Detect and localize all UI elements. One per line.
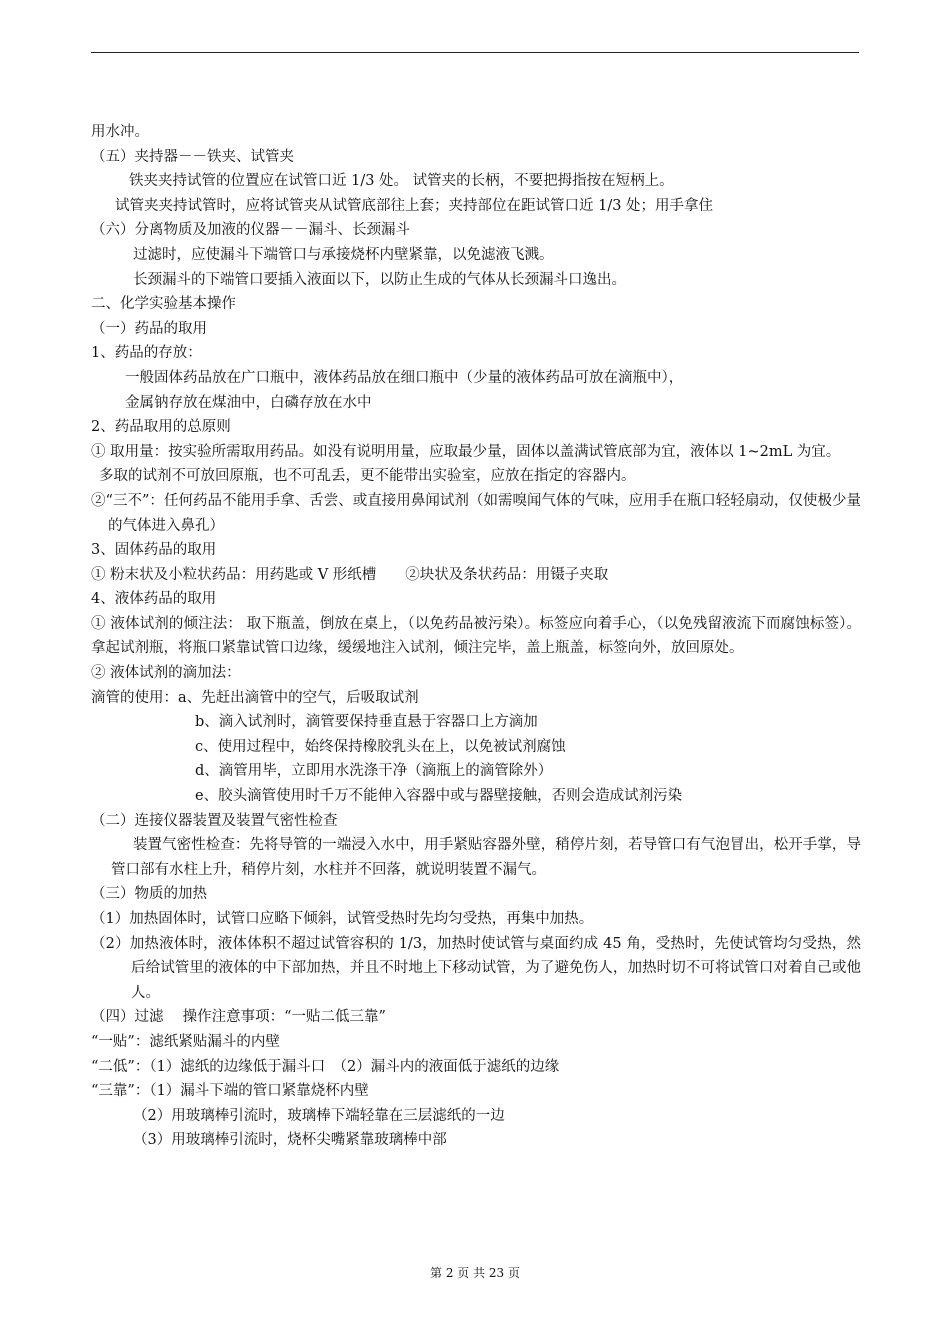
- text-line: d、滴管用毕，立即用水洗涤干净（滴瓶上的滴管除外）: [195, 763, 553, 780]
- text-paragraph: ① 取用量：按实验所需取用药品。如没有说明用量，应取最少量，固体以盖满试管底部为宜，液体以 1~2mL 为宜。: [91, 443, 841, 460]
- section-heading: （一）药品的取用: [91, 320, 207, 337]
- section-heading: （四）过滤 操作注意事项：“一贴二低三靠”: [91, 1009, 386, 1026]
- text-line: 过滤时，应使漏斗下端管口与承接烧杯内壁紧靠，以免滤液飞溅。: [133, 246, 554, 263]
- section-heading: （五）夹持器－－铁夹、试管夹: [91, 148, 294, 165]
- document-body: [91, 120, 861, 1153]
- text-line: 金属钠存放在煤油中，白磷存放在水中: [125, 394, 372, 411]
- text-line: e、胶头滴管使用时千万不能伸入容器中或与器壁接触，否则会造成试剂污染: [195, 788, 683, 805]
- text-line: ① 粉末状及小粒状药品：用药匙或 V 形纸槽 ②块状及条状药品：用镊子夹取: [91, 566, 609, 583]
- section-heading: （二）连接仪器装置及装置气密性检查: [91, 812, 338, 829]
- text-line: b、滴入试剂时，滴管要保持垂直悬于容器口上方滴加: [195, 714, 538, 731]
- text-line: 一般固体药品放在广口瓶中，液体药品放在细口瓶中（少量的液体药品可放在滴瓶中），: [125, 369, 684, 386]
- header-rule: [91, 52, 859, 53]
- text-line: 铁夹夹持试管的位置应在试管口近 1/3 处。 试管夹的长柄，不要把拇指按在短柄上。: [129, 173, 674, 190]
- text-paragraph: ②“三不”：任何药品不能用手拿、舌尝、或直接用鼻闻试剂（如需嗅闻气体的气味，应用手在瓶口轻轻扇动，仅使极少量的气体进入鼻孔）: [91, 492, 861, 534]
- section-heading: （三）物质的加热: [91, 886, 207, 903]
- text-line: ② 液体试剂的滴加法：: [91, 665, 241, 682]
- text-line: （2）用玻璃棒引流时，玻璃棒下端轻靠在三层滤纸的一边: [133, 1107, 505, 1124]
- text-line: 长颈漏斗的下端管口要插入液面以下，以防止生成的气体从长颈漏斗口逸出。: [133, 271, 626, 288]
- text-line: “二低”：（1）滤纸的边缘低于漏斗口 （2）漏斗内的液面低于滤纸的边缘: [91, 1058, 560, 1075]
- text-line: （3）用玻璃棒引流时，烧杯尖嘴紧靠玻璃棒中部: [133, 1132, 447, 1149]
- text-line: “一贴”：滤纸紧贴漏斗的内壁: [91, 1033, 280, 1050]
- chapter-heading: 二、化学实验基本操作: [91, 296, 236, 313]
- text-paragraph: 装置气密性检查：先将导管的一端浸入水中，用手紧贴容器外壁，稍停片刻，若导管口有气泡冒出，松开手掌，导管口部有水柱上升，稍停片刻，水柱并不回落，就说明装置不漏气。: [111, 837, 861, 878]
- text-line: （1）加热固体时，试管口应略下倾斜，试管受热时先均匀受热，再集中加热。: [91, 911, 594, 927]
- subsection-heading: 1、药品的存放：: [91, 345, 202, 362]
- text-line: 用水冲。: [91, 124, 149, 140]
- text-paragraph: ① 液体试剂的倾注法： 取下瓶盖，倒放在桌上，（以免药品被污染）。标签应向着手心，（以免残留液流下而腐蚀标签）。拿起试剂瓶，将瓶口紧靠试管口边缘，缓缓地注入试剂，倾注完毕，盖上瓶盖，标签向外，放回原处。: [91, 615, 861, 657]
- text-line: 试管夹夹持试管时，应将试管夹从试管底部往上套；夹持部位在距试管口近 1/3 处；用手拿住: [115, 197, 714, 214]
- text-line: 多取的试剂不可放回原瓶，也不可乱丢，更不能带出实验室，应放在指定的容器内。: [99, 468, 636, 485]
- text-line: 滴管的使用：a、先赶出滴管中的空气，后吸取试剂: [91, 689, 419, 706]
- text-line: “三靠”：（1）漏斗下端的管口紧靠烧杯内壁: [91, 1083, 369, 1100]
- subsection-heading: 4、液体药品的取用: [91, 591, 217, 608]
- text-paragraph: （2）加热液体时，液体体积不超过试管容积的 1/3，加热时使试管与桌面约成 45 角，受热时，先使试管均匀受热，然后给试管里的液体的中下部加热，并且不时地上下移动试管，为了避免伤人，加热时切不可将试管口对着自己或他人。: [91, 935, 861, 1001]
- page-footer: 第 2 页 共 23 页: [430, 1266, 520, 1280]
- text-line: c、使用过程中，始终保持橡胶乳头在上，以免被试剂腐蚀: [195, 738, 566, 755]
- section-heading: （六）分离物质及加液的仪器－－漏斗、长颈漏斗: [91, 222, 410, 239]
- subsection-heading: 3、固体药品的取用: [91, 542, 217, 559]
- subsection-heading: 2、药品取用的总原则: [91, 419, 231, 436]
